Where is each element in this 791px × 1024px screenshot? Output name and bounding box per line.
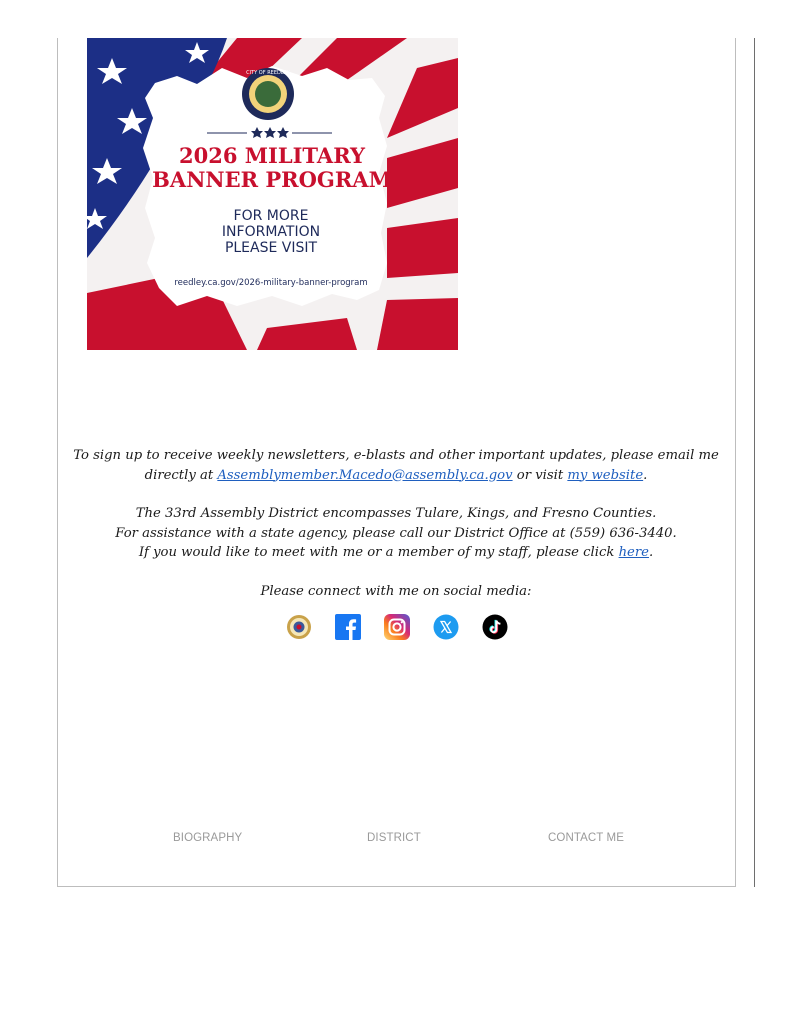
banner-title-line2: BANNER PROGRAM — [152, 167, 392, 192]
assembly-seal-icon[interactable] — [286, 614, 312, 640]
social-media-prompt — [70, 582, 722, 602]
signup-line1: To sign up to receive weekly newsletters, e-blasts and other important updates, please email me — [73, 448, 719, 463]
district-info-text — [70, 504, 722, 563]
footer-district-link[interactable]: DISTRICT — [367, 832, 421, 844]
footer-contact-link[interactable]: CONTACT ME — [548, 832, 624, 844]
connect-text: Please connect with me on social media: — [260, 584, 532, 599]
banner-title-line1: 2026 MILITARY — [179, 143, 365, 168]
signup-line2-suffix: . — [643, 467, 648, 483]
banner-subtitle-line3: PLEASE VISIT — [224, 240, 318, 256]
frame-left-border — [57, 38, 58, 887]
newsletter-signup-text — [70, 446, 722, 485]
district-line3-prefix: If you would like to meet with me or a member of my staff, please click — [138, 545, 619, 560]
banner-url: reedley.ca.gov/2026-military-banner-program — [174, 278, 368, 288]
facebook-icon[interactable] — [335, 614, 361, 640]
signup-line2-prefix: directly at — [144, 467, 218, 483]
district-line2: For assistance with a state agency, please call our District Office at (559) 636-3440. — [115, 525, 677, 541]
signup-line2-middle: or visit — [512, 467, 568, 483]
district-line3-suffix: . — [648, 545, 654, 560]
x-twitter-icon[interactable] — [433, 614, 459, 640]
page-edge-line — [754, 38, 755, 887]
district-line1: The 33rd Assembly District encompasses Tulare, Kings, and Fresno Counties. — [135, 506, 657, 521]
social-icons-row — [286, 614, 531, 640]
military-banner-image[interactable] — [87, 38, 458, 350]
banner-subtitle-line2: INFORMATION — [221, 224, 321, 240]
frame-right-border — [735, 38, 736, 887]
frame-bottom-border — [57, 886, 736, 887]
email-link[interactable]: Assemblymember.Macedo@assembly.ca.gov — [217, 467, 513, 483]
website-link[interactable]: my website — [567, 467, 644, 483]
seal-label: CITY OF REEDLEY — [246, 70, 290, 76]
tiktok-icon[interactable] — [482, 614, 508, 640]
instagram-icon[interactable] — [384, 614, 410, 640]
meeting-here-link[interactable]: here — [618, 545, 649, 560]
banner-subtitle-line1: FOR MORE — [233, 208, 309, 224]
footer-biography-link[interactable]: BIOGRAPHY — [173, 832, 243, 844]
